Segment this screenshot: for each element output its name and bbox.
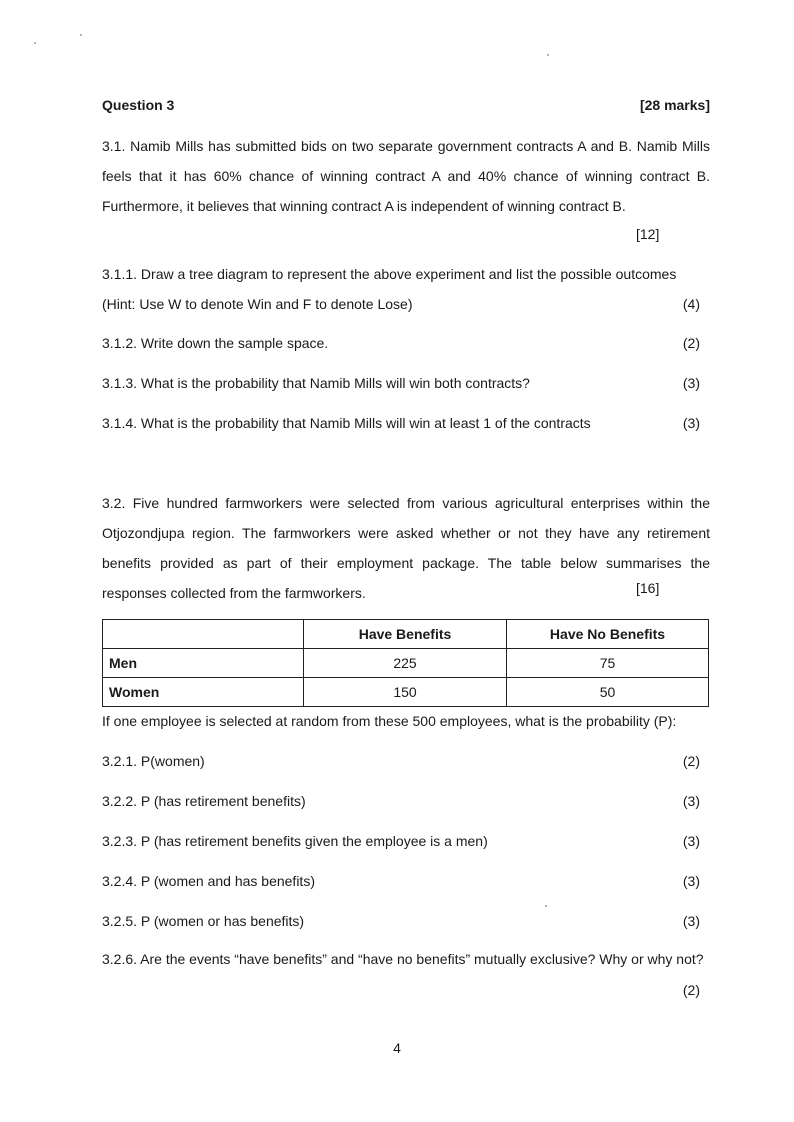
question-3-1-4: 3.1.4. What is the probability that Namib Mills will win at least 1 of the contracts (3) <box>102 415 700 431</box>
table-row-label: Women <box>103 678 304 707</box>
question-marks: (3) <box>682 913 700 929</box>
table-header-row <box>103 620 709 649</box>
question-marks: (3) <box>682 873 700 889</box>
question-3-2-6-marks-line <box>102 980 710 1000</box>
question-3-2-1: 3.2.1. P(women) (2) <box>102 753 700 769</box>
question-marks: (3) <box>682 833 700 849</box>
question-3-1-1-line1: 3.1.1. Draw a tree diagram to represent the above experiment and list the possible outcomes <box>102 266 677 282</box>
question-marks: (4) <box>682 296 700 312</box>
table-header-cell <box>103 620 304 649</box>
question-3-2-5: 3.2.5. P (women or has benefits) (3) <box>102 913 700 929</box>
table-row-label: Men <box>103 649 304 678</box>
section-3-1-marks: [12] <box>636 226 660 242</box>
table-cell: 75 <box>507 649 709 678</box>
scan-speck <box>80 34 82 36</box>
scan-speck <box>547 54 549 56</box>
table-cell: 225 <box>304 649 507 678</box>
question-3-1-3: 3.1.3. What is the probability that Namib Mills will win both contracts? (3) <box>102 375 700 391</box>
question-marks: (2) <box>682 753 700 769</box>
question-3-2-4: 3.2.4. P (women and has benefits) (3) <box>102 873 700 889</box>
question-3-2-2: 3.2.2. P (has retirement benefits) (3) <box>102 793 700 809</box>
section-3-1-text: 3.1. Namib Mills has submitted bids on two separate government contracts A and B. Namib Mills feels that it has 60% chance of winning contract A and 40% chance of winning contract B. Furthermore, it believes that winning contract A is independent of winning contract B. <box>102 138 710 214</box>
benefits-table <box>102 619 709 707</box>
question-3-2-6: 3.2.6. Are the events “have benefits” and “have no benefits” mutually exclusive? Why or why not? <box>102 951 704 967</box>
question-total-marks: [28 marks] <box>639 97 710 113</box>
question-title: Question 3 <box>102 97 175 113</box>
question-marks: (3) <box>682 415 700 431</box>
question-3-1-1-line2: (Hint: Use W to denote Win and F to denote Lose) (4) <box>102 296 700 312</box>
table-cell: 50 <box>507 678 709 707</box>
table-row <box>103 678 709 707</box>
question-marks: (3) <box>682 793 700 809</box>
table-header-cell: Have No Benefits <box>507 620 709 649</box>
table-row <box>103 649 709 678</box>
scan-speck <box>545 905 547 907</box>
question-marks: (2) <box>682 982 700 998</box>
question-marks: (2) <box>682 335 700 351</box>
section-3-2-text: 3.2. Five hundred farmworkers were selected from various agricultural enterprises within the Otjozondjupa region. The farmworkers were asked whether or not they have any retirement benefits provided as part of their employment package. The table below summarises the responses collected from the farmworkers. <box>102 495 710 601</box>
table-cell: 150 <box>304 678 507 707</box>
question-3-1-2: 3.1.2. Write down the sample space. (2) <box>102 335 700 351</box>
table-header-cell: Have Benefits <box>304 620 507 649</box>
question-3-2-3: 3.2.3. P (has retirement benefits given the employee is a men) (3) <box>102 833 700 849</box>
probability-intro: If one employee is selected at random from these 500 employees, what is the probability (P): <box>102 713 677 729</box>
scan-speck <box>34 42 36 44</box>
question-marks: (3) <box>682 375 700 391</box>
page-number: 4 <box>393 1040 401 1056</box>
section-3-2-marks: [16] <box>636 580 660 596</box>
question-header <box>102 97 710 117</box>
